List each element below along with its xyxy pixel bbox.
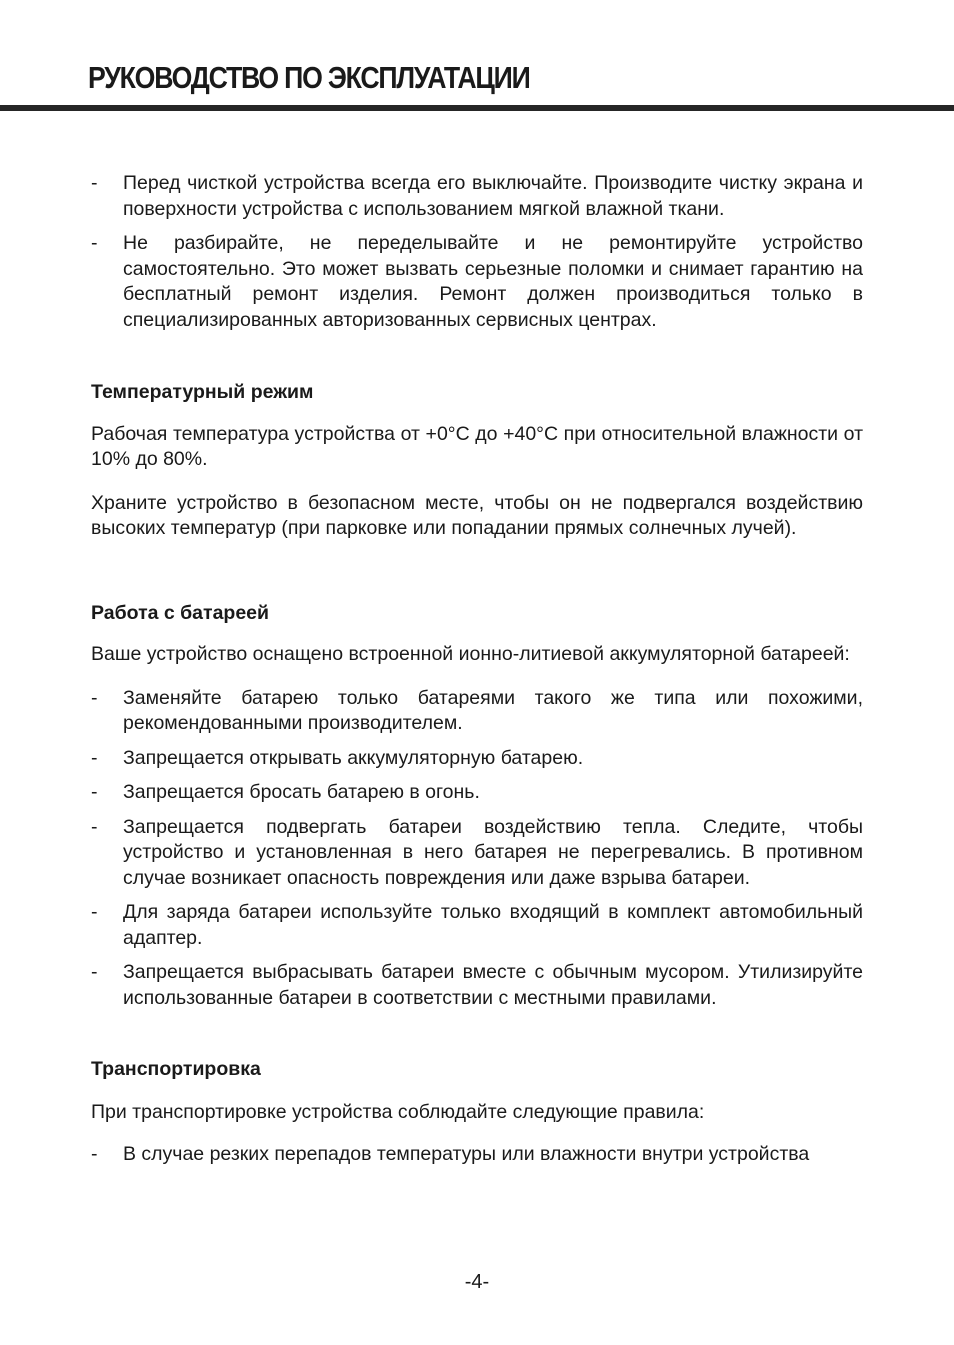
list-bullet: - bbox=[91, 172, 98, 194]
battery-intro: Ваше устройство оснащено встроенной ионно-литиевой аккумуляторной батареей: bbox=[91, 643, 850, 665]
list-item-text: Перед чисткой устройства всегда его выключайте. Производите чистку экрана и поверхности устройства с использованием мягкой влажной ткани. bbox=[123, 172, 863, 220]
transport-intro: При транспортировке устройства соблюдайте следующие правила: bbox=[91, 1100, 705, 1123]
list-item bbox=[91, 171, 863, 222]
page-content bbox=[91, 171, 863, 1177]
list-item-text: Заменяйте батарею только батареями такого же типа или похожими, рекомендованными производителем. bbox=[123, 686, 863, 734]
list-item bbox=[91, 815, 863, 892]
list-item bbox=[91, 686, 863, 737]
list-bullet: - bbox=[91, 1143, 98, 1165]
list-item bbox=[91, 1142, 863, 1168]
list-item-text: Запрещается выбрасывать батареи вместе с обычным мусором. Утилизируйте использованные батареи в соответствии с местными правилами. bbox=[123, 961, 863, 1009]
list-item bbox=[91, 960, 863, 1011]
list-item bbox=[91, 780, 863, 806]
list-item-text: В случае резких перепадов температуры или влажности внутри устройства bbox=[123, 1143, 810, 1165]
list-item-text: Запрещается подвергать батареи воздействию тепла. Следите, чтобы устройство и установленная в него батарея не перегревались. В противном случае возникает опасность повреждения или даже взрыва батареи. bbox=[123, 815, 863, 889]
temperature-paragraph: Рабочая температура устройства от +0°C до +40°C при относительной влажности от 10% до 80%. bbox=[91, 422, 863, 470]
list-bullet: - bbox=[91, 781, 98, 803]
list-item bbox=[91, 231, 863, 333]
section-heading-transport: Транспортировка bbox=[91, 1058, 261, 1080]
intro-list bbox=[91, 171, 863, 333]
list-item bbox=[91, 746, 863, 772]
list-bullet: - bbox=[91, 686, 98, 709]
list-bullet: - bbox=[91, 815, 98, 838]
header-divider bbox=[0, 105, 954, 111]
list-bullet: - bbox=[91, 746, 98, 769]
page-header-title: РУКОВОДСТВО ПО ЭКСПЛУАТАЦИИ bbox=[88, 60, 530, 95]
list-item bbox=[91, 900, 863, 951]
list-item-text: Запрещается открывать аккумуляторную батарею. bbox=[123, 746, 584, 769]
list-bullet: - bbox=[91, 232, 98, 254]
list-bullet: - bbox=[91, 901, 98, 923]
section-heading-temperature: Температурный режим bbox=[91, 381, 314, 403]
page-number: -4- bbox=[464, 1271, 490, 1293]
section-heading-battery: Работа с батареей bbox=[91, 601, 270, 624]
temperature-paragraph: Храните устройство в безопасном месте, чтобы он не подвергался воздействию высоких температур (при парковке или попадании прямых солнечных лучей). bbox=[91, 491, 863, 539]
list-item-text: Запрещается бросать батарею в огонь. bbox=[123, 781, 480, 803]
transport-list bbox=[91, 1142, 863, 1168]
battery-list bbox=[91, 686, 863, 1012]
list-bullet: - bbox=[91, 961, 98, 983]
list-item-text: Не разбирайте, не переделывайте и не ремонтируйте устройство самостоятельно. Это может вызвать серьезные поломки и снимает гарантию на бесплатный ремонт изделия. Ремонт должен производиться только в специализированных авторизованных сервисных центрах. bbox=[123, 232, 863, 331]
list-item-text: Для заряда батареи используйте только входящий в комплект автомобильный адаптер. bbox=[123, 901, 863, 949]
